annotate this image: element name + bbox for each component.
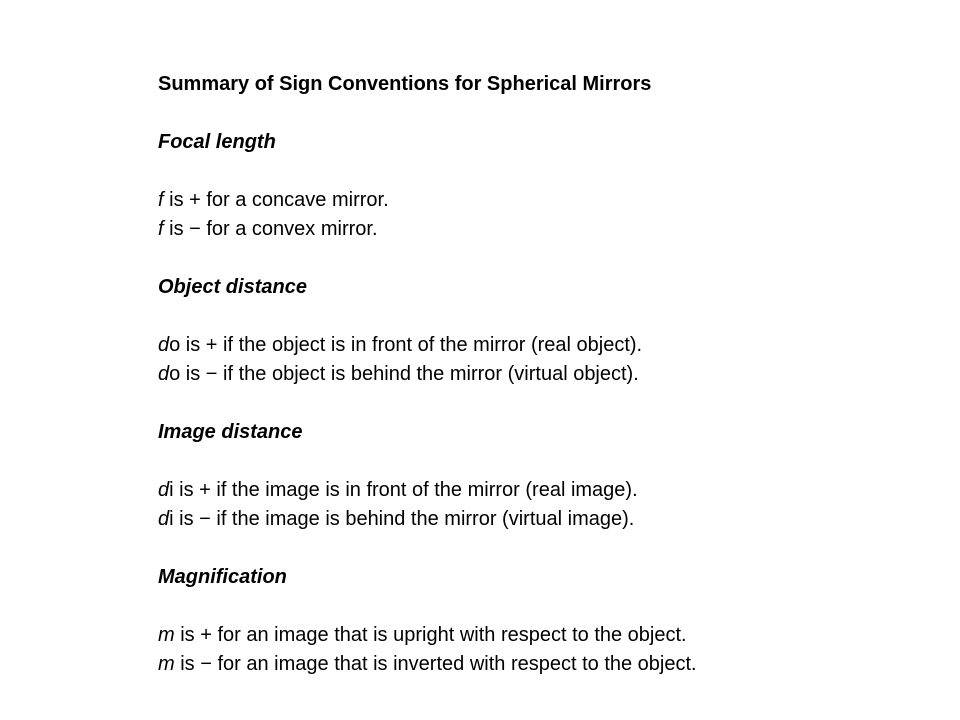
section-heading-focal-length: Focal length xyxy=(158,131,276,153)
spacer xyxy=(158,302,918,331)
section-heading-magnification: Magnification xyxy=(158,566,287,588)
spacer xyxy=(158,592,918,621)
slide-content xyxy=(158,70,918,679)
spacer xyxy=(158,99,918,128)
variable-subscript: i xyxy=(169,479,174,501)
rule-text: is + if the image is in front of the mirror (real image). xyxy=(173,479,638,501)
rule-text: is − for an image that is inverted with respect to the object. xyxy=(174,653,697,675)
spacer xyxy=(158,447,918,476)
rule-text: is − if the image is behind the mirror (virtual image). xyxy=(173,508,635,530)
variable-subscript: i xyxy=(169,508,174,530)
spacer xyxy=(158,389,918,418)
rule-text: is + for an image that is upright with respect to the object. xyxy=(174,624,687,646)
section-heading-object-distance: Object distance xyxy=(158,276,307,298)
rule-object-distance-real xyxy=(158,331,918,360)
rule-magnification-upright xyxy=(158,621,918,650)
variable-m: m xyxy=(158,624,175,646)
variable-d: d xyxy=(158,508,170,530)
variable-subscript: o xyxy=(169,363,181,385)
rule-focal-length-convex xyxy=(158,215,918,244)
variable-d: d xyxy=(158,334,170,356)
section-heading-image-distance: Image distance xyxy=(158,421,303,443)
variable-d: d xyxy=(158,479,170,501)
spacer xyxy=(158,534,918,563)
spacer xyxy=(158,157,918,186)
variable-f: f xyxy=(158,218,164,240)
rule-text: is − for a convex mirror. xyxy=(163,218,378,240)
variable-d: d xyxy=(158,363,170,385)
rule-text: is + for a concave mirror. xyxy=(163,189,389,211)
rule-focal-length-concave xyxy=(158,186,918,215)
rule-text: is + if the object is in front of the mirror (real object). xyxy=(180,334,643,356)
variable-subscript: o xyxy=(169,334,181,356)
variable-f: f xyxy=(158,189,164,211)
rule-image-distance-virtual xyxy=(158,505,918,534)
slide-title: Summary of Sign Conventions for Spherical Mirrors xyxy=(158,73,652,95)
rule-object-distance-virtual xyxy=(158,360,918,389)
rule-image-distance-real xyxy=(158,476,918,505)
variable-m: m xyxy=(158,653,175,675)
spacer xyxy=(158,244,918,273)
rule-text: is − if the object is behind the mirror (virtual object). xyxy=(180,363,639,385)
rule-magnification-inverted xyxy=(158,650,918,679)
